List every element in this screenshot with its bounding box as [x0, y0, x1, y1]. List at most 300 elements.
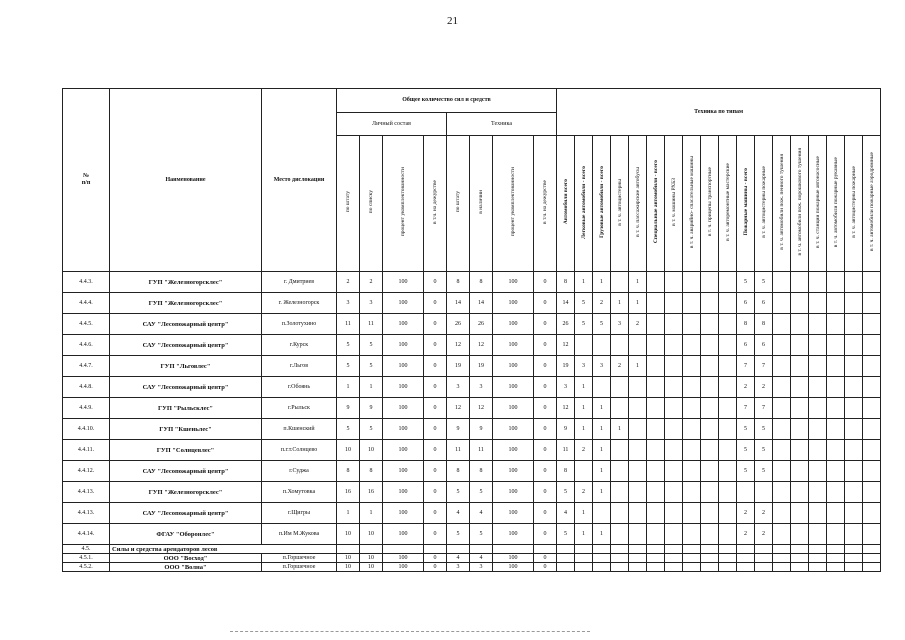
row-cell: 7: [737, 356, 755, 377]
section-cell: [493, 545, 534, 554]
row-cell: [701, 356, 719, 377]
row-cell: 16: [360, 482, 383, 503]
row-cell: 8: [557, 272, 575, 293]
row-cell: [719, 377, 737, 398]
row-cell: 100: [383, 335, 424, 356]
row-cell: [611, 377, 629, 398]
row-cell: 10: [360, 524, 383, 545]
row-cell: [737, 563, 755, 572]
row-cell: 100: [383, 419, 424, 440]
row-cell: 8: [447, 272, 470, 293]
row-cell: 6: [737, 293, 755, 314]
header-equipment-by-type: Техника по типам: [557, 89, 881, 136]
row-cell: [701, 482, 719, 503]
row-cell: [791, 398, 809, 419]
row-cell: [863, 335, 881, 356]
row-cell: [611, 440, 629, 461]
header-type-col: [773, 136, 791, 272]
row-cell: [773, 524, 791, 545]
row-cell: [701, 419, 719, 440]
row-cell: [827, 398, 845, 419]
row-cell: [845, 482, 863, 503]
row-cell: 0: [534, 419, 557, 440]
row-cell: [611, 554, 629, 563]
row-cell: [863, 554, 881, 563]
header-type-col-label: в т. ч. автоцистерны: [616, 178, 623, 226]
row-cell: [827, 461, 845, 482]
row-cell: [791, 293, 809, 314]
row-name: ГУП "Железногорсклес": [110, 293, 262, 314]
section-cell: [773, 545, 791, 554]
row-num: 4.4.10.: [63, 419, 110, 440]
row-cell: [701, 554, 719, 563]
row-cell: 0: [534, 398, 557, 419]
header-type-col: [827, 136, 845, 272]
row-cell: 1: [360, 503, 383, 524]
row-cell: [629, 398, 647, 419]
row-cell: 4: [447, 554, 470, 563]
table-row: [63, 356, 881, 377]
row-place: п.г.т.Солнцево: [262, 440, 337, 461]
row-cell: 0: [424, 503, 447, 524]
row-cell: [593, 377, 611, 398]
row-cell: [791, 356, 809, 377]
header-type-col: [629, 136, 647, 272]
row-cell: 0: [534, 293, 557, 314]
row-cell: 100: [383, 272, 424, 293]
row-cell: [683, 398, 701, 419]
row-cell: 5: [755, 461, 773, 482]
row-cell: 5: [360, 356, 383, 377]
header-type-col-label: в т. ч. машины РХБЗ: [670, 178, 677, 226]
row-place: г. Дмитриев: [262, 272, 337, 293]
row-cell: [773, 563, 791, 572]
row-cell: 7: [755, 398, 773, 419]
row-cell: [773, 482, 791, 503]
row-cell: 5: [447, 524, 470, 545]
row-cell: 2: [737, 377, 755, 398]
header-type-col-label: в т. ч. автомобили пож. пенного тушения: [778, 154, 785, 250]
row-cell: [845, 272, 863, 293]
row-cell: 100: [383, 524, 424, 545]
row-place: г. Железногорск: [262, 293, 337, 314]
row-cell: [809, 563, 827, 572]
row-cell: 2: [575, 440, 593, 461]
row-cell: 3: [611, 314, 629, 335]
row-cell: [755, 563, 773, 572]
row-name: ГУП "Кшеньлес": [110, 419, 262, 440]
row-cell: [665, 377, 683, 398]
row-cell: [845, 356, 863, 377]
header-personnel-col-label: по списку: [368, 190, 374, 214]
row-cell: 5: [337, 356, 360, 377]
row-cell: 8: [737, 314, 755, 335]
row-cell: 10: [360, 440, 383, 461]
row-cell: [683, 524, 701, 545]
row-cell: [701, 461, 719, 482]
header-equipment-col-label: в наличии: [478, 190, 484, 214]
row-cell: [791, 335, 809, 356]
row-cell: 0: [534, 563, 557, 572]
section-cell: [683, 545, 701, 554]
row-cell: [611, 503, 629, 524]
row-cell: [683, 503, 701, 524]
table-row: [63, 482, 881, 503]
row-cell: [575, 461, 593, 482]
row-cell: [683, 440, 701, 461]
row-cell: 5: [575, 314, 593, 335]
header-personnel-col-label: процент укомплектованности: [400, 167, 406, 237]
row-cell: [647, 377, 665, 398]
section-cell: [557, 545, 575, 554]
row-cell: [791, 563, 809, 572]
row-cell: 100: [383, 377, 424, 398]
row-cell: 7: [755, 356, 773, 377]
row-cell: [683, 335, 701, 356]
table-header: [63, 89, 881, 272]
section-cell: [845, 545, 863, 554]
row-cell: [575, 554, 593, 563]
row-cell: 1: [575, 419, 593, 440]
row-cell: 26: [447, 314, 470, 335]
row-cell: 100: [383, 563, 424, 572]
row-num: 4.4.11.: [63, 440, 110, 461]
row-cell: 1: [593, 419, 611, 440]
row-name: САУ "Лесопожарный центр": [110, 377, 262, 398]
row-cell: [827, 440, 845, 461]
row-cell: 10: [337, 524, 360, 545]
row-cell: [647, 554, 665, 563]
row-cell: 6: [737, 335, 755, 356]
row-cell: [845, 335, 863, 356]
row-cell: [683, 419, 701, 440]
section-cell: [447, 545, 470, 554]
row-cell: [755, 482, 773, 503]
row-cell: [791, 440, 809, 461]
row-cell: [773, 272, 791, 293]
row-cell: 8: [557, 461, 575, 482]
header-type-col-label: Специальные автомобили - всего: [652, 160, 659, 244]
row-cell: 0: [534, 524, 557, 545]
header-type-col: [845, 136, 863, 272]
row-cell: [809, 419, 827, 440]
row-cell: 11: [470, 440, 493, 461]
row-cell: [665, 503, 683, 524]
section-cell: [863, 545, 881, 554]
row-num: 4.4.14.: [63, 524, 110, 545]
row-cell: 10: [360, 563, 383, 572]
row-cell: [791, 272, 809, 293]
header-type-col: [557, 136, 575, 272]
row-cell: [629, 482, 647, 503]
row-cell: [737, 554, 755, 563]
section-cell: [470, 545, 493, 554]
row-cell: [791, 314, 809, 335]
row-cell: [791, 524, 809, 545]
table-row: [63, 272, 881, 293]
row-cell: 8: [360, 461, 383, 482]
header-equipment-col-label: в т.ч. на дежурстве: [542, 179, 549, 224]
row-cell: [773, 335, 791, 356]
row-num: 4.5.2.: [63, 563, 110, 572]
row-cell: 12: [470, 335, 493, 356]
row-cell: 6: [755, 293, 773, 314]
row-cell: [665, 554, 683, 563]
row-cell: 19: [557, 356, 575, 377]
row-cell: 0: [424, 419, 447, 440]
row-cell: [665, 314, 683, 335]
section-cell: [360, 545, 383, 554]
row-cell: [863, 419, 881, 440]
header-place: Место дислокации: [262, 89, 337, 272]
row-cell: 10: [337, 554, 360, 563]
row-cell: [683, 461, 701, 482]
section-cell: [534, 545, 557, 554]
row-cell: 9: [470, 419, 493, 440]
row-cell: [719, 293, 737, 314]
row-place: п.Кшенский: [262, 419, 337, 440]
row-cell: [827, 335, 845, 356]
row-cell: 10: [337, 563, 360, 572]
row-cell: 100: [493, 377, 534, 398]
row-cell: 0: [534, 461, 557, 482]
section-cell: [424, 545, 447, 554]
row-cell: [611, 563, 629, 572]
row-cell: 9: [337, 398, 360, 419]
row-cell: 3: [557, 377, 575, 398]
row-cell: [683, 482, 701, 503]
row-cell: 100: [493, 563, 534, 572]
row-cell: [863, 293, 881, 314]
row-cell: [773, 314, 791, 335]
header-type-col: [647, 136, 665, 272]
row-cell: [809, 356, 827, 377]
row-cell: [863, 503, 881, 524]
row-cell: [629, 524, 647, 545]
row-place: г.Льгов: [262, 356, 337, 377]
row-cell: [755, 554, 773, 563]
row-cell: [809, 524, 827, 545]
row-cell: 100: [383, 356, 424, 377]
row-cell: [575, 563, 593, 572]
row-num: 4.4.13.: [63, 482, 110, 503]
header-type-col-label: в т. ч. прицепы транспортные: [706, 167, 713, 237]
row-cell: [701, 272, 719, 293]
row-cell: [665, 293, 683, 314]
table-row: [63, 461, 881, 482]
row-cell: 100: [383, 554, 424, 563]
row-cell: [575, 335, 593, 356]
section-row: [63, 545, 881, 554]
row-cell: 0: [424, 563, 447, 572]
row-cell: 0: [424, 314, 447, 335]
row-cell: [773, 398, 791, 419]
row-cell: 2: [575, 482, 593, 503]
row-cell: 11: [447, 440, 470, 461]
row-cell: [557, 554, 575, 563]
header-type-col-label: Легковые автомобили - всего: [580, 165, 587, 239]
row-cell: [683, 563, 701, 572]
row-cell: 0: [424, 554, 447, 563]
header-equipment-col: [534, 136, 557, 272]
row-cell: [683, 554, 701, 563]
row-cell: 5: [755, 440, 773, 461]
row-cell: 1: [575, 377, 593, 398]
row-cell: [845, 440, 863, 461]
row-cell: 1: [593, 461, 611, 482]
row-cell: 100: [493, 314, 534, 335]
row-cell: 0: [424, 377, 447, 398]
header-type-col: [809, 136, 827, 272]
row-cell: 0: [534, 503, 557, 524]
row-cell: [701, 563, 719, 572]
row-cell: [665, 563, 683, 572]
row-name: САУ "Лесопожарный центр": [110, 503, 262, 524]
header-type-col: [701, 136, 719, 272]
row-cell: 1: [611, 419, 629, 440]
row-cell: 10: [337, 440, 360, 461]
row-cell: [593, 563, 611, 572]
row-cell: [719, 272, 737, 293]
row-cell: [845, 314, 863, 335]
row-cell: 5: [737, 419, 755, 440]
row-name: ГУП "Железногорсклес": [110, 482, 262, 503]
row-cell: 0: [534, 482, 557, 503]
header-type-col-label: в т. ч. аварийно- спасательные машины: [688, 155, 695, 249]
page-number: 21: [447, 15, 458, 27]
row-cell: [719, 314, 737, 335]
row-cell: 11: [360, 314, 383, 335]
section-cell: [611, 545, 629, 554]
row-cell: 1: [360, 377, 383, 398]
header-equipment-col: [470, 136, 493, 272]
row-name: ООО "Волна": [110, 563, 262, 572]
row-name: САУ "Лесопожарный центр": [110, 461, 262, 482]
row-cell: 4: [470, 554, 493, 563]
row-cell: 2: [337, 272, 360, 293]
row-cell: 1: [629, 272, 647, 293]
header-equipment: Техника: [447, 113, 557, 136]
row-cell: 12: [447, 335, 470, 356]
row-cell: 2: [611, 356, 629, 377]
row-cell: [557, 563, 575, 572]
row-cell: [701, 377, 719, 398]
header-equipment-col-label: процент укомплектованности: [510, 167, 516, 237]
row-cell: [647, 335, 665, 356]
table-row: [63, 524, 881, 545]
row-cell: [611, 524, 629, 545]
header-num: № п/п: [63, 89, 110, 272]
row-cell: 1: [593, 524, 611, 545]
row-cell: [611, 482, 629, 503]
row-cell: [611, 461, 629, 482]
section-cell: [827, 545, 845, 554]
row-cell: 0: [534, 554, 557, 563]
row-cell: [665, 356, 683, 377]
row-cell: [827, 377, 845, 398]
row-cell: 1: [593, 272, 611, 293]
row-cell: [629, 503, 647, 524]
row-cell: [827, 293, 845, 314]
row-cell: 2: [360, 272, 383, 293]
header-type-col-label: Автомобили всего: [562, 179, 569, 225]
header-type-col: [683, 136, 701, 272]
header-type-col-label: Грузовые автомобили - всего: [598, 166, 605, 238]
row-cell: [665, 272, 683, 293]
row-cell: 100: [493, 335, 534, 356]
row-cell: [701, 398, 719, 419]
row-cell: 0: [424, 293, 447, 314]
row-cell: 5: [737, 440, 755, 461]
row-cell: [863, 440, 881, 461]
row-cell: 100: [493, 524, 534, 545]
row-cell: [665, 335, 683, 356]
header-type-col-label: в т. ч. станции пожарные автонасосные: [814, 156, 821, 248]
row-cell: [683, 293, 701, 314]
row-cell: [665, 461, 683, 482]
row-place: п.Золотухино: [262, 314, 337, 335]
row-place: п.Им М.Жукова: [262, 524, 337, 545]
row-cell: 9: [557, 419, 575, 440]
row-cell: 100: [493, 440, 534, 461]
row-cell: 14: [557, 293, 575, 314]
row-cell: 9: [360, 398, 383, 419]
header-personnel-col: [383, 136, 424, 272]
row-cell: 19: [470, 356, 493, 377]
row-cell: 5: [755, 272, 773, 293]
row-name: ООО "Восход": [110, 554, 262, 563]
row-num: 4.4.4.: [63, 293, 110, 314]
row-cell: [827, 563, 845, 572]
row-cell: 100: [383, 314, 424, 335]
row-cell: 1: [593, 482, 611, 503]
row-cell: [629, 335, 647, 356]
row-cell: 12: [557, 398, 575, 419]
row-cell: 3: [360, 293, 383, 314]
row-cell: 12: [470, 398, 493, 419]
row-cell: 1: [575, 398, 593, 419]
row-cell: [665, 419, 683, 440]
row-place: п.Горшечное: [262, 563, 337, 572]
row-cell: 5: [360, 419, 383, 440]
row-cell: 2: [737, 524, 755, 545]
row-cell: 1: [575, 524, 593, 545]
header-type-col-label: Пожарные машины - всего: [742, 168, 749, 236]
row-cell: 19: [447, 356, 470, 377]
row-cell: 5: [737, 272, 755, 293]
row-cell: [647, 482, 665, 503]
row-cell: [845, 503, 863, 524]
section-cell: [383, 545, 424, 554]
row-cell: 1: [337, 377, 360, 398]
row-cell: [647, 461, 665, 482]
row-num: 4.4.8.: [63, 377, 110, 398]
header-type-col-label: в т. ч. автомобили пожарные аэродромные: [868, 152, 875, 252]
row-cell: [827, 482, 845, 503]
row-cell: 8: [755, 314, 773, 335]
row-cell: [719, 440, 737, 461]
row-cell: [647, 356, 665, 377]
row-place: п.Хомутовка: [262, 482, 337, 503]
row-cell: [809, 440, 827, 461]
table-row: [63, 398, 881, 419]
row-cell: [701, 440, 719, 461]
row-cell: [863, 482, 881, 503]
row-cell: [791, 461, 809, 482]
header-type-col-label: в т. ч. автомобили пож. порошкового тушения: [796, 148, 803, 256]
row-cell: [719, 554, 737, 563]
row-cell: [845, 461, 863, 482]
